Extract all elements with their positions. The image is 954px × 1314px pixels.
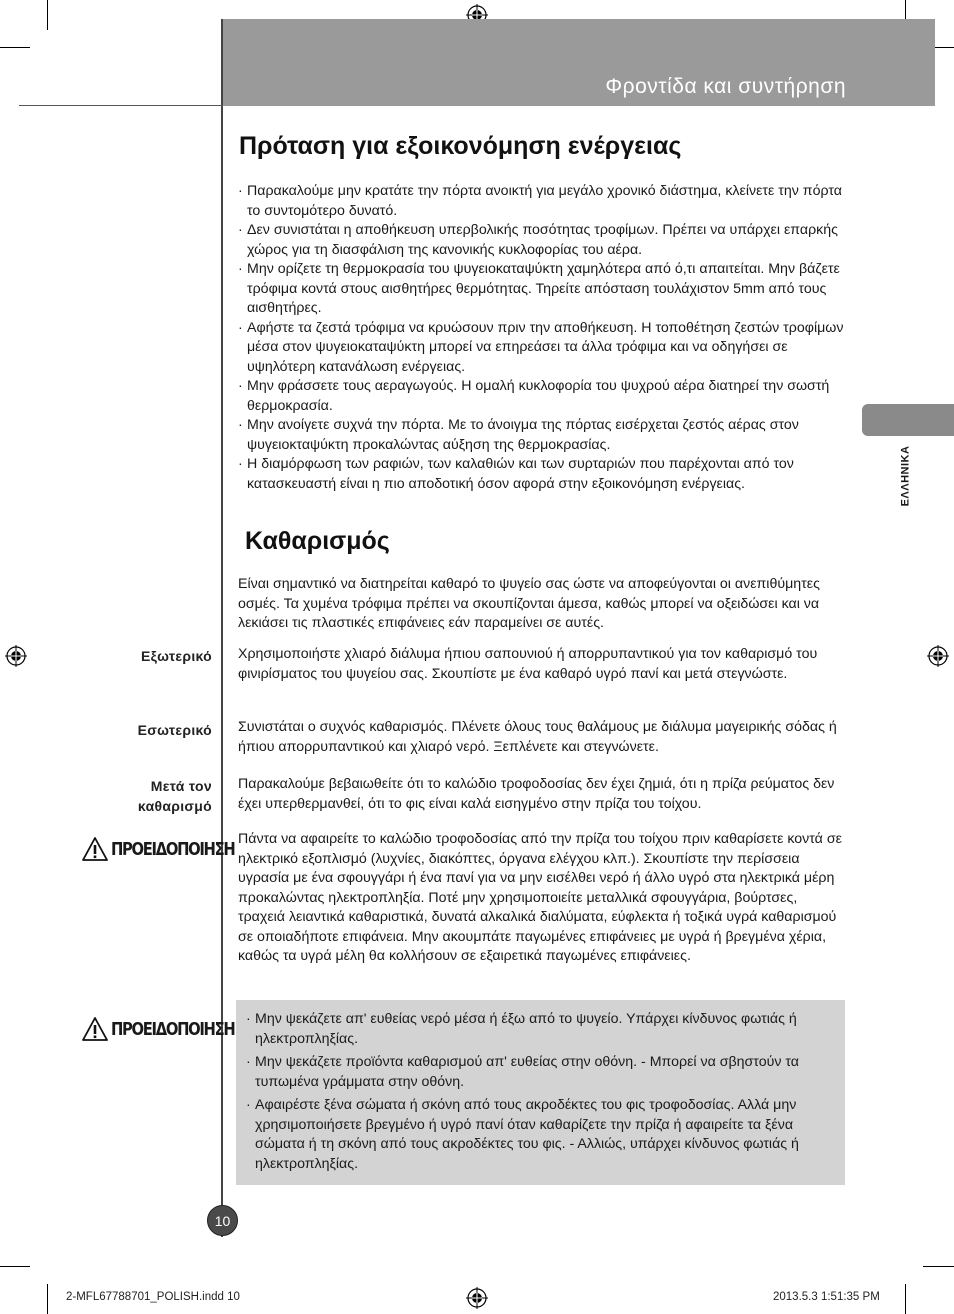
language-label: ΕΛΛΗΝΙΚΑ [899, 445, 912, 507]
registration-mark-icon [466, 1287, 488, 1309]
warning-triangle-icon [82, 836, 108, 862]
list-item: · Μην ορίζετε τη θερμοκρασία του ψυγειοκαταψύκτη χαμηλότερα από ό,τι απαιτείται. Μην βάζετε τρόφιμα κοντά στους αισθητήρες θερμότητας. Τηρείτε απόσταση τουλάχιστον 5mm από τους αισθητήρες. [238, 260, 848, 319]
warning-label [82, 834, 235, 864]
header-rule [19, 105, 223, 106]
after-cleaning-label [138, 776, 212, 816]
warning-text: Πάντα να αφαιρείτε το καλώδιο τροφοδοσίας από την πρίζα του τοίχου πριν καθαρίσετε κοντά σε ηλεκτρικό εξοπλισμό (λυχνίες, διακόπτες, όργανα ελέγχου κλπ.). Σκουπίστε την περίσσεια υγρασία με ένα σφουγγάρι ή ένα πανί για να μην εισέλθει νερό ή άλλο υγρό στα ηλεκτρικά μέρη προκαλώντας ηλεκτροπληξία. Ποτέ μην χρησιμοποιείτε μεταλλικά σφουγγάρια, βούρτσες, τραχειά λειαντικά καθαριστικά, δυνατά αλκαλικά διαλύματα, εύφλεκτα ή τοξικά υγρά καθαρισμού σε οποιαδήποτε επιφάνεια. Μην ακουμπάτε παγωμένες επιφάνειες με υγρά ή βρεγμένα χέρια, καθώς τα υγρά μέλη θα κολλήσουν σε εξαιρετικά παγωμένες επιφάνειες. [238, 831, 842, 964]
list-item: · Αφαιρέστε ξένα σώματα ή σκόνη από τους ακροδέκτες του φις τροφοδοσίας. Αλλά μην χρησιμοποιήσετε βρεγμένο ή υγρό πανί όταν καθαρίζετε την πρίζα ή αφαιρείτε τα ξένα σώματα ή τη σκόνη από τους ακροδέκτες του φις. - Αλλιώς, υπάρχει κίνδυνος φωτιάς ή ηλεκτροπληξίας. [246, 1096, 838, 1174]
list-item: · Μην ψεκάζετε προϊόντα καθαρισμού απ' ευθείας στην οθόνη. - Μπορεί να σβηστούν τα τυπωμένα γράμματα στην οθόνη. [246, 1053, 838, 1092]
column-divider [221, 19, 223, 1237]
list-item: · Αφήστε τα ζεστά τρόφιμα να κρυώσουν πριν την αποθήκευση. Η τοποθέτηση ζεστών τροφίμων μέσα στον ψυγειοκαταψύκτη μπορεί να επηρεάσει τα άλλα τρόφιμα και να οδηγήσει σε υψηλότερη κατανάλωση ενέργειας. [238, 319, 848, 378]
registration-mark-icon [5, 645, 27, 667]
exterior-text: Χρησιμοποιήστε χλιαρό διάλυμα ήπιου σαπουνιού ή απορρυπαντικού για τον καθαρισμό του φινιρίσματος του ψυγείου σας. Σκουπίστε με ένα καθαρό υγρό πανί και μετά στεγνώστε. [238, 646, 818, 682]
language-tab [862, 404, 954, 436]
list-item: · Μην φράσσετε τους αεραγωγούς. Η ομαλή κυκλοφορία του ψυχρού αέρα διατηρεί την σωστή θερμοκρασία. [238, 377, 848, 416]
warning-label-text: ΠΡΟΕΙΔΟΠΟΙΗΣΗ [111, 1018, 235, 1040]
warning-label-text: ΠΡΟΕΙΔΟΠΟΙΗΣΗ [111, 838, 235, 860]
exterior-label: Εξωτερικό [140, 648, 212, 664]
cleaning-heading: Καθαρισμός [245, 527, 390, 555]
cleaning-intro: Είναι σημαντικό να διατηρείται καθαρό το ψυγείο σας ώστε να αποφεύγονται οι ανεπιθύμητες οσμές. Τα χυμένα τρόφιμα πρέπει να σκουπίζονται άμεσα, καθώς μπορεί να οξειδώσει και να λεκιάσει τις πλαστικές επιφάνειες εάν παραμείνει σε αυτές. [238, 576, 820, 631]
warning-triangle-icon [82, 1016, 108, 1042]
header-title: Φροντίδα και συντήρηση [605, 75, 846, 98]
list-item: · Παρακαλούμε μην κρατάτε την πόρτα ανοικτή για μεγάλο χρονικό διάστημα, κλείνετε την πόρτα το συντομότερο δυνατό. [238, 182, 848, 221]
warning-label [82, 1014, 235, 1044]
warning-list [246, 1010, 838, 1174]
energy-tips-list [238, 182, 848, 494]
crop-mark [923, 1266, 954, 1267]
crop-mark [0, 1266, 30, 1267]
crop-mark [905, 1284, 906, 1314]
footer-timestamp: 2013.5.3 1:51:35 PM [773, 1291, 880, 1303]
list-item: · Μην ανοίγετε συχνά την πόρτα. Με το άνοιγμα της πόρτας εισέρχεται ζεστός αέρας στον ψυγειοκταψύκτη προκαλώντας αύξηση της θερμοκρασίας. [238, 416, 848, 455]
crop-mark [0, 47, 30, 48]
crop-mark [47, 0, 48, 30]
after-label-line: καθαρισμό [137, 798, 212, 814]
after-label-line: Μετά τον [150, 778, 212, 794]
list-item: · Η διαμόρφωση των ραφιών, των καλαθιών και των συρταριών που παρέχονται από τον κατασκευαστή είναι η πιο αποδοτική όσον αφορά στην εξοικονόμηση ενέργειας. [238, 455, 848, 494]
page-number: 10 [207, 1205, 238, 1236]
registration-mark-icon [927, 645, 949, 667]
list-item: · Δεν συνιστάται η αποθήκευση υπερβολικής ποσότητας τροφίμων. Πρέπει να υπάρχει επαρκής χώρος για τη διασφάλιση της κανονικής κυκλοφορίας του αέρα. [238, 221, 848, 260]
after-cleaning-text: Παρακαλούμε βεβαιωθείτε ότι το καλώδιο τροφοδοσίας δεν έχει ζημιά, ότι η πρίζα ρεύματος δεν έχει υπερθερμανθεί, ότι το φις είναι καλά εισηγμένο στην πρίζα του τοίχου. [238, 776, 835, 812]
footer-file: 2-MFL67788701_POLISH.indd 10 [66, 1291, 240, 1303]
list-item: · Μην ψεκάζετε απ' ευθείας νερό μέσα ή έξω από το ψυγείο. Υπάρχει κίνδυνος φωτιάς ή ηλεκτροπληξίας. [246, 1010, 838, 1049]
interior-text: Συνιστάται ο συχνός καθαρισμός. Πλένετε όλους τους θαλάμους με διάλυμα μαγειρικής σόδας ή ήπιου απορρυπαντικού και χλιαρό νερό. Ξεπλένετε και στεγνώνετε. [238, 719, 837, 755]
interior-label: Εσωτερικό [137, 722, 212, 738]
crop-mark [47, 1284, 48, 1314]
energy-heading: Πρόταση για εξοικονόμηση ενέργειας [239, 132, 682, 160]
